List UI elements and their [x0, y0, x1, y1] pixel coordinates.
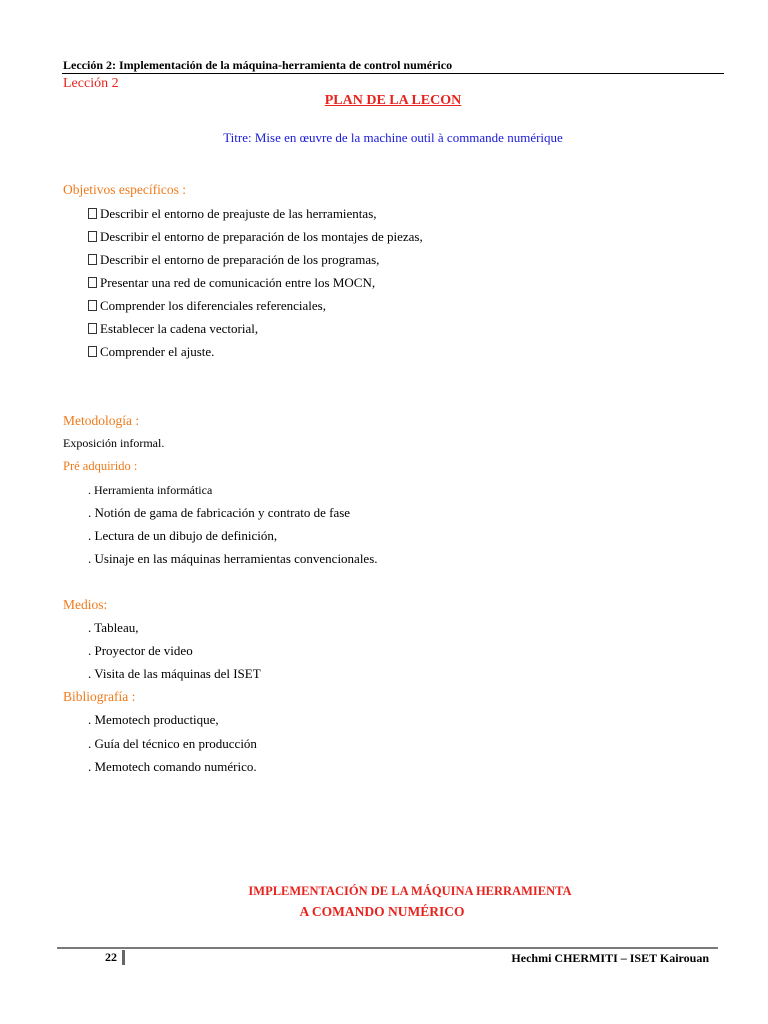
- footer-page-bar: [122, 950, 125, 965]
- methodology-text: Exposición informal.: [63, 436, 165, 450]
- prerequisite-item: . Notión de gama de fabricación y contrato de fase: [88, 505, 351, 520]
- page-number: 22: [105, 950, 117, 964]
- header-divider: [62, 73, 724, 74]
- bibliography-item: . Guía del técnico en producción: [88, 736, 257, 751]
- closing-title-line2: A COMANDO NUMÉRICO: [299, 904, 465, 919]
- closing-title-line1: IMPLEMENTACIÓN DE LA MÁQUINA HERRAMIENTA: [248, 884, 572, 898]
- bibliography-item: . Memotech comando numérico.: [88, 759, 257, 774]
- media-item: . Visita de las máquinas del ISET: [88, 666, 261, 681]
- objective-item: Comprender los diferenciales referenciales,: [88, 298, 326, 314]
- bullet-box-icon: [88, 231, 97, 242]
- bullet-box-icon: [88, 346, 97, 357]
- footer-divider: [57, 947, 718, 949]
- objectives-heading: Objetivos específicos :: [63, 182, 186, 197]
- footer-author: Hechmi CHERMITI – ISET Kairouan: [511, 951, 709, 965]
- bullet-box-icon: [88, 208, 97, 219]
- bullet-box-icon: [88, 323, 97, 334]
- media-item: . Proyector de video: [88, 643, 193, 658]
- objective-item: Describir el entorno de preajuste de las herramientas,: [88, 206, 377, 222]
- prerequisite-item: . Herramienta informática: [88, 483, 213, 497]
- bullet-box-icon: [88, 254, 97, 265]
- bullet-box-icon: [88, 300, 97, 311]
- bibliography-item: . Memotech productique,: [88, 712, 219, 727]
- plan-title: PLAN DE LA LECON: [324, 93, 462, 108]
- methodology-heading: Metodología :: [63, 413, 140, 428]
- bullet-box-icon: [88, 277, 97, 288]
- prerequisites-heading: Pré adquirido :: [63, 459, 138, 473]
- bibliography-heading: Bibliografía :: [63, 689, 136, 704]
- objective-item: Establecer la cadena vectorial,: [88, 321, 258, 337]
- objective-item: Comprender el ajuste.: [88, 344, 214, 360]
- objective-item: Presentar una red de comunicación entre los MOCN,: [88, 275, 375, 291]
- objective-item: Describir el entorno de preparación de los montajes de piezas,: [88, 229, 423, 245]
- objective-item: Describir el entorno de preparación de los programas,: [88, 252, 379, 268]
- prerequisite-item: . Usinaje en las máquinas herramientas convencionales.: [88, 551, 378, 566]
- media-item: . Tableau,: [88, 620, 139, 635]
- media-heading: Medios:: [63, 597, 108, 612]
- lesson-label: Lección 2: [63, 76, 119, 91]
- lesson-subtitle: Titre: Mise en œuvre de la machine outil à commande numérique: [223, 130, 563, 145]
- prerequisite-item: . Lectura de un dibujo de definición,: [88, 528, 278, 543]
- running-header-title: Lección 2: Implementación de la máquina-herramienta de control numérico: [63, 58, 453, 72]
